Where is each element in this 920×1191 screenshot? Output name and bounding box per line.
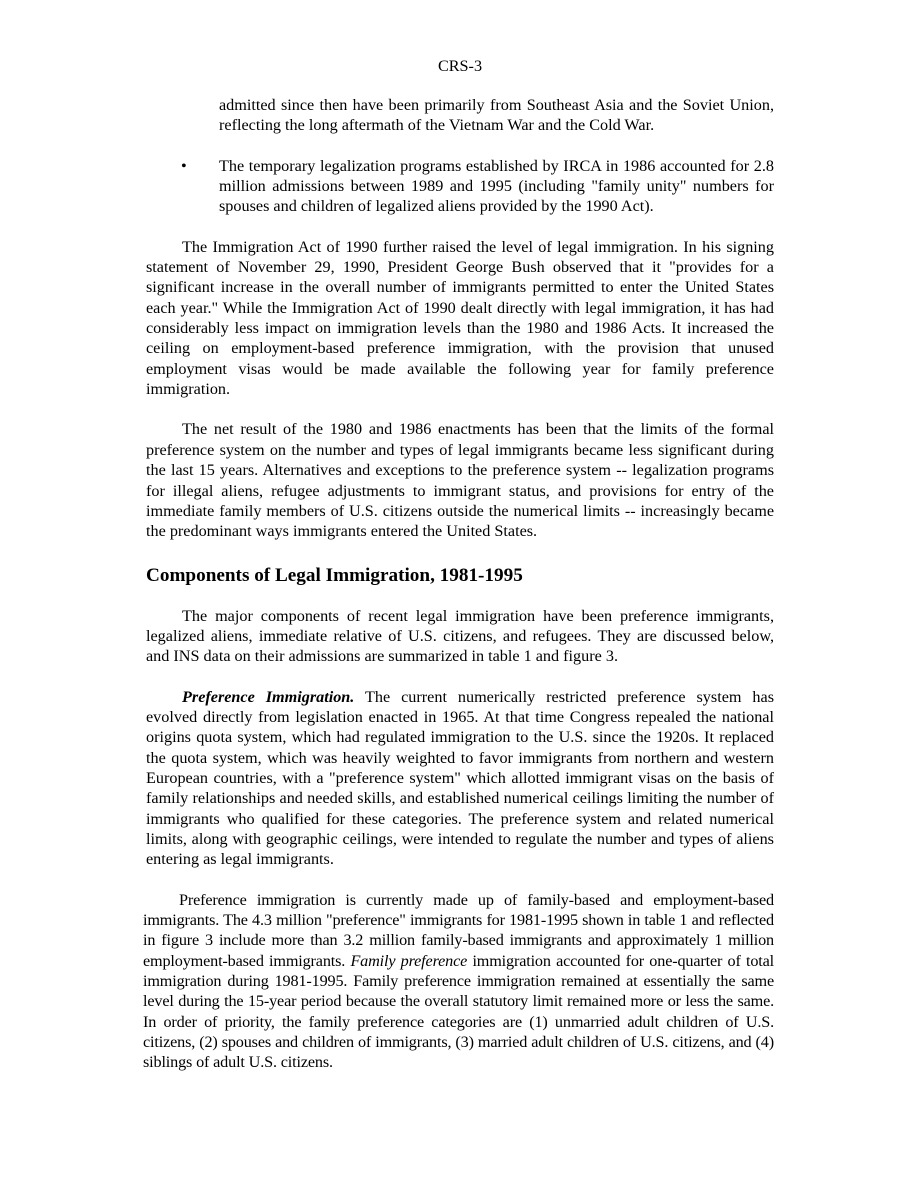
preference-makeup-text-a: Preference immigration is currently made up of family-based and employment-based immigrants. The 4.3 million "preference" immigrants for 1981-1995 shown in table 1 and reflected in figure 3 include more than 3.2 million family-based immigrants and approximately 1 million employment-based immigrants. xyxy=(143,890,774,970)
bullet-item xyxy=(181,156,774,217)
bullet-dot-icon: • xyxy=(181,156,187,175)
page-number: CRS-3 xyxy=(437,57,483,75)
bullet-text: The temporary legalization programs established by IRCA in 1986 accounted for 2.8 million admissions between 1989 and 1995 (including "family unity" numbers for spouses and children of legalized aliens provided by the 1990 Act). xyxy=(219,156,774,216)
paragraph-preference-immigration xyxy=(146,687,774,870)
paragraph-immigration-act-1990: The Immigration Act of 1990 further raised the level of legal immigration. In his signing statement of November 29, 1990, President George Bush observed that it "provides for a significant increase in the overall number of immigrants permitted to enter the United States each year." While the Immigration Act of 1990 dealt directly with legal immigration, it has had considerably less impact on immigration levels than the 1980 and 1986 Acts. It increased the ceiling on employment-based preference immigration, with the provision that unused employment visas would be made available the following year for family preference immigration. xyxy=(146,237,774,399)
section-heading: Components of Legal Immigration, 1981-1995 xyxy=(146,564,523,586)
paragraph-net-result: The net result of the 1980 and 1986 enactments has been that the limits of the formal preference system on the number and types of legal immigrants became less significant during the last 15 years. Alternatives and exceptions to the preference system -- legalization programs for illegal aliens, refugee adjustments to immigrant status, and provisions for entry of the immediate family members of U.S. citizens outside the numerical limits -- increasingly became the predominant ways immigrants entered the United States. xyxy=(146,420,774,541)
document-body xyxy=(143,95,774,1073)
run-in-title: Preference Immigration. xyxy=(182,687,355,706)
paragraph-preference-makeup xyxy=(143,890,774,1073)
family-preference-italic: Family preference xyxy=(350,951,468,970)
paragraph-components-intro: The major components of recent legal immigration have been preference immigrants, legalized aliens, immediate relative of U.S. citizens, and refugees. They are discussed below, and INS data on their admissions are summarized in table 1 and figure 3. xyxy=(146,606,774,666)
preference-text: The current numerically restricted preference system has evolved directly from legislation enacted in 1965. At that time Congress repealed the national origins quota system, which had regulated immigration to the U.S. since the 1920s. It replaced the quota system, which was heavily weighted to favor immigrants from northern and western European countries, with a "preference system" which allotted immigrant visas on the basis of family relationships and needed skills, and established numerical ceilings limiting the number of immigrants who qualified for these categories. The preference system and related numerical limits, along with geographic ceilings, were intended to regulate the number and types of aliens entering as legal immigrants. xyxy=(146,687,774,869)
continued-bullet-text: admitted since then have been primarily from Southeast Asia and the Soviet Union, reflecting the long aftermath of the Vietnam War and the Cold War. xyxy=(219,96,774,135)
preference-makeup-text-b: immigration accounted for one-quarter of total immigration during 1981-1995. Family preference immigration remained at essentially the same level during the 15-year period because the overall statutory limit remained more or less the same. In order of priority, the family preference categories are (1) unmarried adult children of U.S. citizens, (2) spouses and children of immigrants, (3) married adult children of U.S. citizens, and (4) siblings of adult U.S. citizens. xyxy=(143,951,774,1072)
